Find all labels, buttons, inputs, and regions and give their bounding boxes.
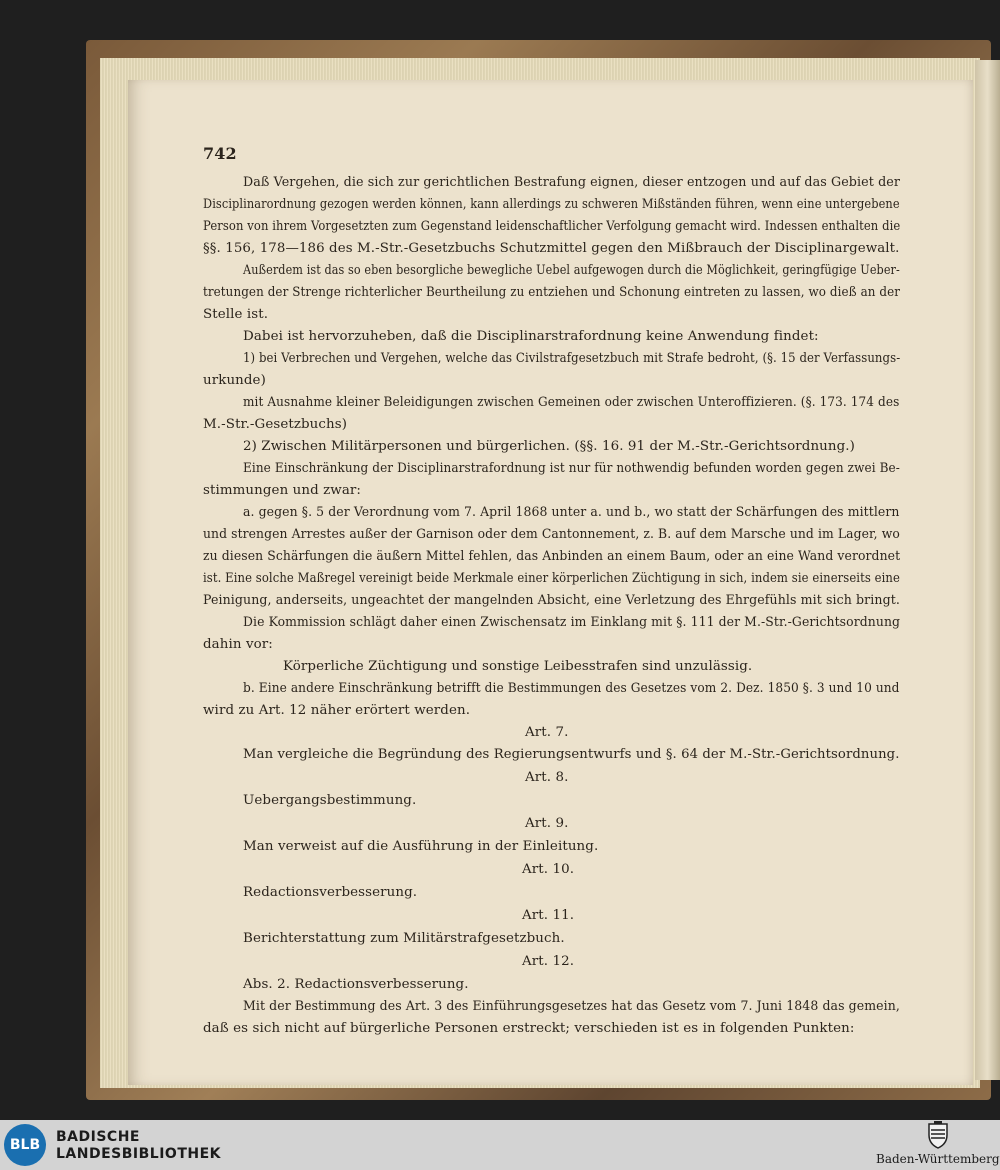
text-line: mit Ausnahme kleiner Beleidigungen zwischen Gemeinen oder zwischen Unteroffizieren. (§. 173. 174 des <box>243 395 900 410</box>
text-line: Berichterstattung zum Militärstrafgesetzbuch. <box>243 931 565 946</box>
text-line: urkunde) <box>203 373 266 388</box>
text-line: Man vergleiche die Begründung des Regierungsentwurfs und §. 64 der M.-Str.-Gerichtsordnung. <box>243 747 900 762</box>
footer-bar <box>0 1120 1000 1170</box>
text-line: wird zu Art. 12 näher erörtert werden. <box>203 703 471 718</box>
text-line: 1) bei Verbrechen und Vergehen, welche das Civilstrafgesetzbuch mit Strafe bedroht, (§. 15 der Verfassungs- <box>243 351 901 366</box>
article-heading: Art. 10. <box>522 862 575 877</box>
text-line: Außerdem ist das so eben besorgliche bewegliche Uebel aufgewogen durch die Möglichkeit, geringfügige Ueber- <box>243 263 900 278</box>
library-name-line2: LANDESBIBLIOTHEK <box>56 1146 222 1162</box>
text-line: Stelle ist. <box>203 307 269 322</box>
text-line: Die Kommission schlägt daher einen Zwischensatz im Einklang mit §. 111 der M.-Str.-Gerichtsordnung <box>243 615 901 630</box>
text-line: Man verweist auf die Ausführung in der Einleitung. <box>243 839 599 854</box>
article-heading: Art. 9. <box>525 816 569 831</box>
article-heading: Art. 12. <box>522 954 575 969</box>
quoted-provision: Körperliche Züchtigung und sonstige Leibesstrafen sind unzulässig. <box>283 659 753 674</box>
article-heading: Art. 8. <box>525 770 569 785</box>
text-line: Daß Vergehen, die sich zur gerichtlichen Bestrafung eignen, dieser entzogen und auf das Gebiet der <box>243 175 901 190</box>
text-line: 2) Zwischen Militärpersonen und bürgerlichen. (§§. 16. 91 der M.-Str.-Gerichtsordnung.) <box>243 439 855 454</box>
text-line: Disciplinarordnung gezogen werden können, kann allerdings zu schweren Mißständen führen, wenn eine untergebene <box>203 197 900 212</box>
text-line: dahin vor: <box>203 637 273 652</box>
text-line: daß es sich nicht auf bürgerliche Personen erstreckt; verschieden ist es in folgenden Punkten: <box>203 1021 855 1036</box>
text-line: Dabei ist hervorzuheben, daß die Disciplinarstrafordnung keine Anwendung findet: <box>243 329 819 344</box>
text-line: Person von ihrem Vorgesetzten zum Gegenstand leidenschaftlicher Verfolgung gemacht wird. Indessen enthalten die <box>203 219 901 234</box>
article-heading: Art. 7. <box>525 725 569 740</box>
baden-wuerttemberg-crest-icon <box>926 1121 950 1149</box>
text-line: Uebergangsbestimmung. <box>243 793 417 808</box>
text-line: Mit der Bestimmung des Art. 3 des Einführungsgesetzes hat das Gesetz vom 7. Juni 1848 das gemein, <box>243 999 900 1014</box>
library-name[interactable] <box>56 1129 221 1163</box>
text-line: b. Eine andere Einschränkung betrifft die Bestimmungen des Gesetzes vom 2. Dez. 1850 §. 3 und 10 und <box>243 681 900 696</box>
article-heading: Art. 11. <box>522 908 575 923</box>
blb-logo[interactable]: BLB <box>4 1124 46 1166</box>
text-line: und strengen Arrestes außer der Garnison oder dem Cantonnement, z. B. auf dem Marsche und im Lager, wo <box>203 527 900 542</box>
text-line: §§. 156, 178—186 des M.-Str.-Gesetzbuchs Schutzmittel gegen den Mißbrauch der Disciplinargewalt. <box>203 241 900 256</box>
text-line: ist. Eine solche Maßregel vereinigt beide Merkmale einer körperlichen Züchtigung in sich, indem sie einerseits eine <box>203 571 900 586</box>
text-line: zu diesen Schärfungen die äußern Mittel fehlen, das Anbinden an einem Baum, oder an eine Wand verordnet <box>203 549 901 564</box>
page-number: 742 <box>203 144 237 163</box>
next-page-edge <box>975 60 1000 1080</box>
text-line: Peinigung, anderseits, ungeachtet der mangelnden Absicht, eine Verletzung des Ehrgefühls mit sich bringt. <box>203 593 900 608</box>
state-name: Baden-Württemberg <box>876 1152 1000 1166</box>
text-line: Eine Einschränkung der Disciplinarstrafordnung ist nur für nothwendig befunden worden gegen zwei Be- <box>243 461 900 476</box>
text-line: tretungen der Strenge richterlicher Beurtheilung zu entziehen und Schonung eintreten zu lassen, wo dieß an der <box>203 285 901 300</box>
text-line: a. gegen §. 5 der Verordnung vom 7. April 1868 unter a. und b., wo statt der Schärfungen des mittlern <box>243 505 900 520</box>
text-line: M.-Str.-Gesetzbuchs) <box>203 417 348 432</box>
text-line: stimmungen und zwar: <box>203 483 362 498</box>
library-name-line1: BADISCHE <box>56 1129 140 1145</box>
text-line: Redactionsverbesserung. <box>243 885 418 900</box>
text-line: Abs. 2. Redactionsverbesserung. <box>243 977 469 992</box>
